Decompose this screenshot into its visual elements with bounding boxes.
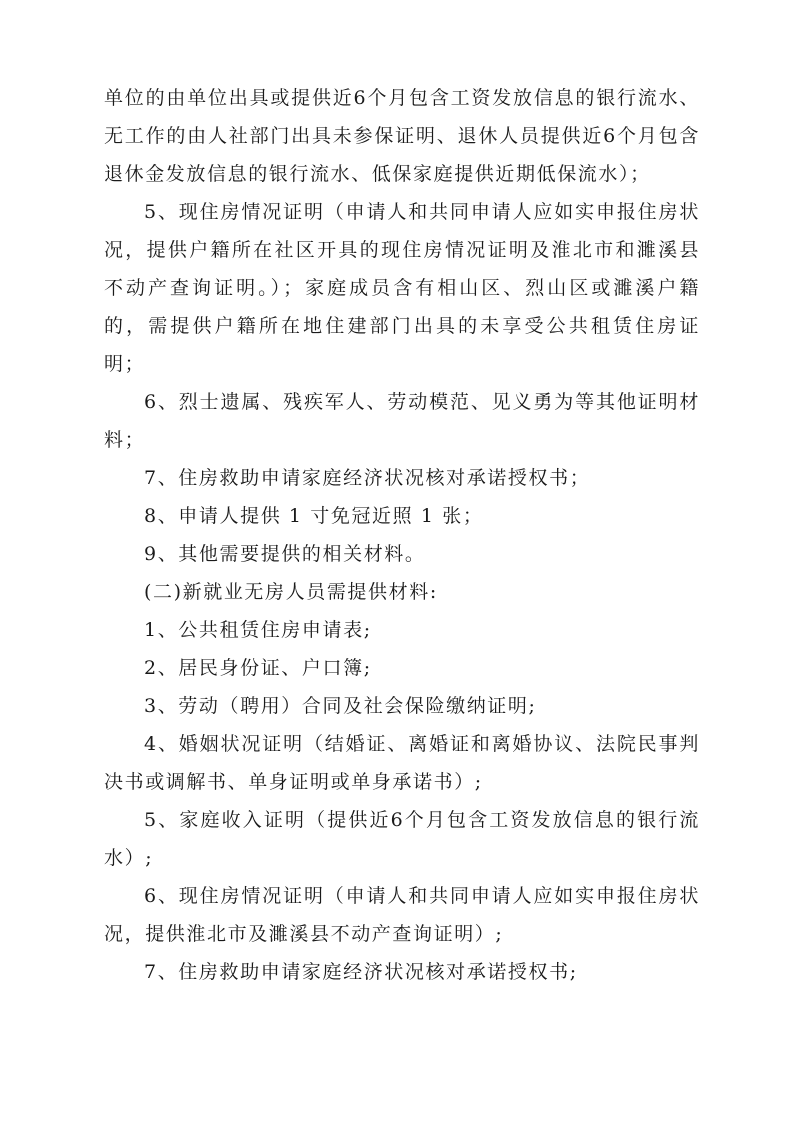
- paragraph-item-9-other: 9、其他需要提供的相关材料。: [144, 543, 426, 565]
- paragraph-item-5-housing: 5、现住房情况证明（申请人和共同申请人应如实申报住房状况，提供户籍所在社区开具的现住房情况证明及淮北市和濉溪县不动产查询证明。）；家庭成员含有相山区、烈山区或濉溪户籍的，需提供户籍所在地住建部门出具的未享受公共租赁住房证明；: [104, 201, 700, 375]
- paragraph-item-5-income: 5、家庭收入证明（提供近6个月包含工资发放信息的银行流水）;: [104, 809, 700, 869]
- paragraph-item-3-labor-contract: 3、劳动（聘用）合同及社会保险缴纳证明;: [144, 695, 537, 717]
- paragraph-item-1-application-form: 1、公共租赁住房申请表;: [144, 619, 372, 641]
- paragraph-item-6-housing: 6、现住房情况证明（申请人和共同申请人应如实申报住房状况，提供淮北市及濉溪县不动产查询证明）;: [104, 885, 700, 945]
- document-body: [104, 79, 700, 991]
- paragraph-item-4-marital-status: 4、婚姻状况证明（结婚证、离婚证和离婚协议、法院民事判决书或调解书、单身证明或单身承诺书）;: [104, 733, 700, 793]
- paragraph-item-8-photo: 8、申请人提供 1 寸免冠近照 1 张；: [144, 505, 484, 527]
- paragraph-income-continued: 单位的由单位出具或提供近6个月包含工资发放信息的银行流水、无工作的由人社部门出具未参保证明、退休人员提供近6个月包含退休金发放信息的银行流水、低保家庭提供近期低保流水）；: [104, 87, 700, 185]
- paragraph-item-6-other-certificates: 6、烈士遗属、残疾军人、劳动模范、见义勇为等其他证明材料；: [104, 391, 700, 451]
- paragraph-item-2-id-documents: 2、居民身份证、户口簿;: [144, 657, 372, 679]
- paragraph-item-7-authorization: 7、住房救助申请家庭经济状况核对承诺授权书；: [144, 467, 591, 489]
- paragraph-item-7-authorization-2: 7、住房救助申请家庭经济状况核对承诺授权书;: [144, 961, 578, 983]
- section-heading-new-employees: (二)新就业无房人员需提供材料:: [144, 581, 438, 603]
